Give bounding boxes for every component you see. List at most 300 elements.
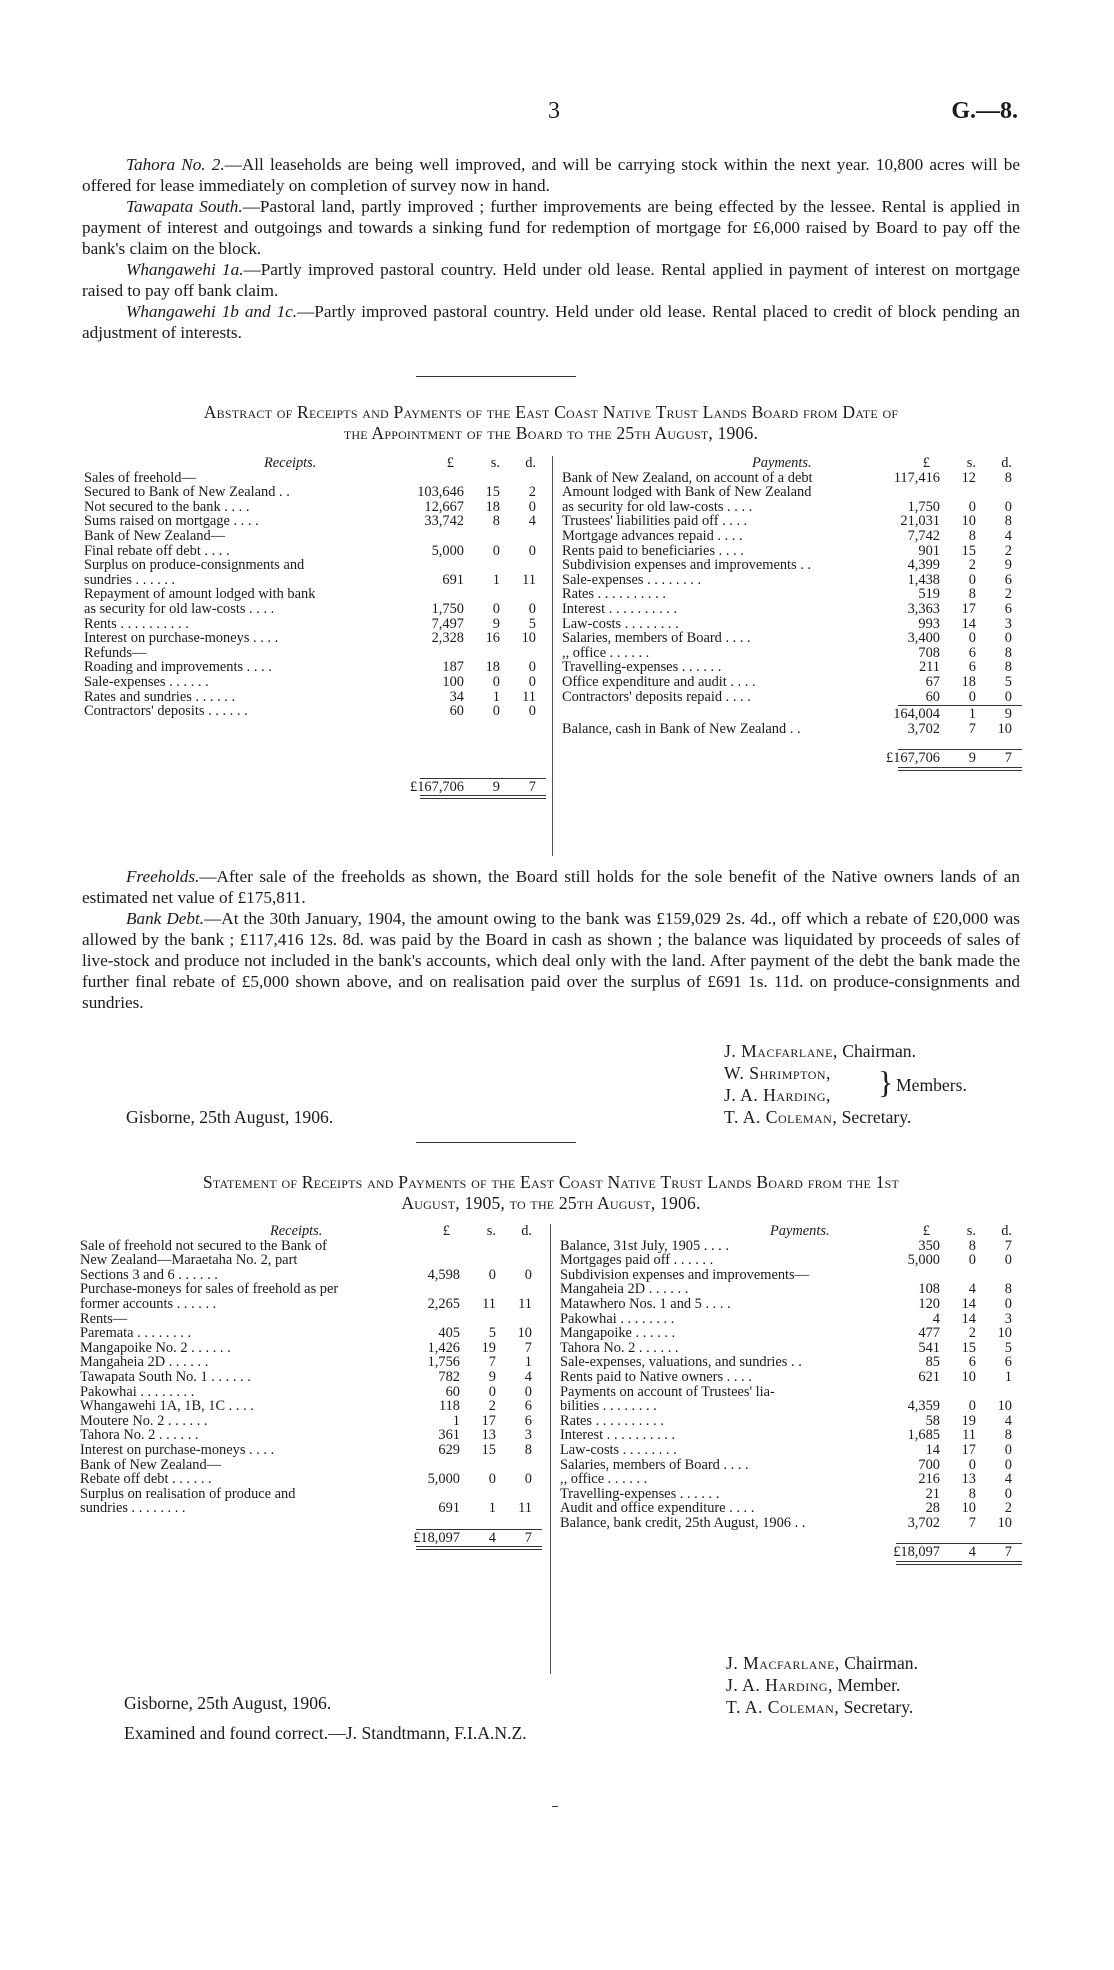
row-label: Rates . . . . . . . . . . <box>562 587 666 602</box>
amount-pounds: 216 <box>918 1471 940 1488</box>
row-label: former accounts . . . . . . <box>80 1296 217 1312</box>
row-label: Mangaheia 2D . . . . . . <box>560 1282 689 1297</box>
amount-pounds: 4 <box>932 1310 940 1327</box>
receipt-row <box>84 602 546 617</box>
receipt-row <box>80 1428 542 1443</box>
row-label: Sale-expenses . . . . . . <box>84 674 209 690</box>
amount-shillings: 18 <box>485 498 500 515</box>
amount-shillings: 2 <box>968 1325 976 1342</box>
amount-pounds: 58 <box>925 1412 940 1429</box>
rule-line <box>420 798 546 799</box>
row-label: Subdivision expenses and improvements— <box>560 1267 810 1283</box>
amount-shillings: 1 <box>968 706 976 723</box>
payment-row <box>560 1326 1022 1341</box>
section-divider <box>416 1142 576 1143</box>
payment-row <box>560 1355 1022 1370</box>
payments-subtotal-row <box>562 707 1022 722</box>
receipt-row <box>80 1268 542 1283</box>
amount-shillings: 0 <box>968 1398 976 1415</box>
amount-pounds: 21 <box>925 1485 940 1502</box>
receipt-row <box>80 1312 542 1327</box>
amount-pence: 0 <box>1004 1295 1012 1312</box>
amount-shillings: 0 <box>968 571 976 588</box>
amount-shillings: 1 <box>492 571 500 588</box>
shillings-heading: s. <box>966 1223 976 1239</box>
amount-shillings: 0 <box>968 1456 976 1473</box>
row-label: Not secured to the bank . . . . <box>84 499 250 515</box>
receipt-row <box>84 675 546 690</box>
amount-shillings: 0 <box>492 600 500 617</box>
amount-shillings: 7 <box>968 1514 976 1531</box>
row-label: Rates and sundries . . . . . . <box>84 689 236 705</box>
payment-row <box>562 573 1022 588</box>
amount-pounds: 60 <box>445 1383 460 1400</box>
row-label: Refunds— <box>84 645 147 661</box>
receipt-row <box>84 704 546 719</box>
amount-shillings: 15 <box>481 1441 496 1458</box>
section-divider <box>416 376 576 377</box>
amount-shillings: 0 <box>488 1471 496 1488</box>
row-label: Mangaheia 2D . . . . . . <box>80 1355 209 1370</box>
amount-pounds: £167,706 <box>410 778 464 795</box>
row-label: Balance, cash in Bank of New Zealand . . <box>562 721 801 737</box>
amount-pounds: 211 <box>918 659 940 676</box>
amount-pence: 7 <box>1004 1544 1012 1561</box>
amount-pounds: 14 <box>925 1441 940 1458</box>
amount-pence: 0 <box>1004 1485 1012 1502</box>
row-label: Contractors' deposits . . . . . . <box>84 704 248 719</box>
amount-shillings: 13 <box>481 1427 496 1444</box>
pence-heading: d. <box>1001 1223 1012 1239</box>
amount-shillings: 0 <box>488 1383 496 1400</box>
pounds-heading: £ <box>922 455 930 471</box>
row-label: Balance, bank credit, 25th August, 1906 . . <box>560 1515 806 1531</box>
amount-pence: 11 <box>518 1295 532 1312</box>
row-label: Rebate off debt . . . . . . <box>80 1472 212 1487</box>
amount-pence: 3 <box>1004 615 1012 632</box>
amount-pence: 0 <box>1004 1252 1012 1269</box>
amount-shillings: 1 <box>492 688 500 705</box>
row-label: Mangapoike . . . . . . <box>560 1326 676 1341</box>
amount-pence: 8 <box>1004 659 1012 676</box>
intro-paragraph: Whangawehi 1b and 1c.—Partly improved pastoral country. Held under old lease. Rental placed to credit of block pending an adjustment of interests. <box>82 302 1020 342</box>
amount-pounds: 21,031 <box>900 513 940 530</box>
amount-pounds: 2,265 <box>427 1295 460 1312</box>
payment-row <box>562 660 1022 675</box>
amount-shillings: 15 <box>485 484 500 501</box>
amount-shillings: 11 <box>962 1427 976 1444</box>
amount-shillings: 6 <box>968 659 976 676</box>
row-label: Bank of New Zealand— <box>80 1457 222 1473</box>
payments-total-row <box>562 751 1022 766</box>
receipt-row <box>84 471 546 486</box>
row-label: sundries . . . . . . <box>84 572 176 588</box>
amount-pence: 2 <box>1004 586 1012 603</box>
intro-paragraphs <box>82 154 1020 343</box>
amount-pounds: 187 <box>442 659 464 676</box>
amount-pence: 6 <box>524 1398 532 1415</box>
balance-row <box>562 722 1022 737</box>
intro-paragraph: Tahora No. 2.—All leaseholds are being well improved, and will be carrying stock within the next year. 10,800 acres will be offered for lease immediately on completion of survey now in hand. <box>82 155 1020 195</box>
receipt-row <box>84 500 546 515</box>
row-label: Rents— <box>80 1311 128 1327</box>
amount-shillings: 1 <box>488 1500 496 1517</box>
row-label: Payments on account of Trustees' lia- <box>560 1384 775 1400</box>
amount-shillings: 4 <box>968 1544 976 1561</box>
amount-pence: 2 <box>1004 542 1012 559</box>
row-label: Travelling-expenses . . . . . . <box>562 660 722 675</box>
amount-shillings: 0 <box>492 542 500 559</box>
payments-total-row <box>560 1545 1022 1560</box>
amount-pence: 4 <box>1004 527 1012 544</box>
rule-line <box>896 1564 1022 1565</box>
amount-pence: 11 <box>518 1500 532 1517</box>
row-label: Moutere No. 2 . . . . . . <box>80 1413 208 1429</box>
amount-shillings: 16 <box>485 630 500 647</box>
amount-pounds: 361 <box>438 1427 460 1444</box>
amount-shillings: 0 <box>968 1252 976 1269</box>
amount-pounds: 5,000 <box>431 542 464 559</box>
column-headings <box>560 1224 1022 1239</box>
payment-row <box>560 1341 1022 1356</box>
payment-row <box>560 1312 1022 1327</box>
amount-pence: 10 <box>997 720 1012 737</box>
amount-pounds: 7,742 <box>907 527 940 544</box>
payment-row <box>560 1399 1022 1414</box>
column-headings <box>80 1224 542 1239</box>
amount-shillings: 17 <box>961 600 976 617</box>
payment-row <box>560 1385 1022 1400</box>
amount-shillings: 5 <box>488 1325 496 1342</box>
amount-pounds: 5,000 <box>427 1471 460 1488</box>
column-heading: Receipts. <box>270 1224 323 1239</box>
amount-shillings: 18 <box>961 673 976 690</box>
amount-pence: 3 <box>524 1427 532 1444</box>
amount-pence: 8 <box>1004 1427 1012 1444</box>
amount-pence: 7 <box>524 1529 532 1546</box>
amount-pounds: 103,646 <box>417 484 464 501</box>
receipt-row <box>84 529 546 544</box>
spacer <box>80 1516 542 1528</box>
amount-shillings: 11 <box>482 1295 496 1312</box>
payment-row <box>562 529 1022 544</box>
payment-row <box>562 471 1022 486</box>
row-label: Surplus on realisation of produce and <box>80 1486 296 1502</box>
amount-shillings: 12 <box>961 469 976 486</box>
amount-pence: 10 <box>997 1325 1012 1342</box>
amount-pence: 10 <box>997 1514 1012 1531</box>
receipt-row <box>80 1282 542 1297</box>
abstract-payments-table <box>562 456 1022 772</box>
amount-shillings: 19 <box>481 1339 496 1356</box>
amount-shillings: 6 <box>968 644 976 661</box>
amount-pence: 7 <box>1004 750 1012 767</box>
amount-pounds: 1,750 <box>907 498 940 515</box>
row-label: Repayment of amount lodged with bank <box>84 587 316 602</box>
amount-shillings: 9 <box>968 750 976 767</box>
amount-shillings: 18 <box>485 659 500 676</box>
amount-shillings: 7 <box>968 720 976 737</box>
row-label: Mangapoike No. 2 . . . . . . <box>80 1340 231 1356</box>
end-mark <box>552 1806 558 1807</box>
amount-shillings: 7 <box>488 1354 496 1371</box>
amount-shillings: 8 <box>968 1237 976 1254</box>
amount-shillings: 2 <box>968 557 976 574</box>
amount-pence: 0 <box>524 1383 532 1400</box>
amount-shillings: 2 <box>488 1398 496 1415</box>
row-label: Mortgages paid off . . . . . . <box>560 1253 714 1268</box>
row-label: bilities . . . . . . . . <box>560 1399 657 1414</box>
amount-pence: 4 <box>1004 1412 1012 1429</box>
rule-line <box>416 1549 542 1550</box>
pence-heading: d. <box>1001 455 1012 471</box>
amount-shillings: 8 <box>968 527 976 544</box>
amount-pence: 0 <box>528 498 536 515</box>
amount-pounds: 3,702 <box>907 720 940 737</box>
amount-pence: 7 <box>528 778 536 795</box>
amount-shillings: 10 <box>961 1368 976 1385</box>
row-label: Rents . . . . . . . . . . <box>84 616 189 632</box>
amount-shillings: 0 <box>488 1266 496 1283</box>
amount-pounds: 4,598 <box>427 1266 460 1283</box>
amount-pence: 0 <box>1004 630 1012 647</box>
receipt-row <box>84 660 546 675</box>
row-label: Travelling-expenses . . . . . . <box>560 1486 720 1502</box>
row-label: Audit and office expenditure . . . . <box>560 1501 755 1516</box>
amount-shillings: 10 <box>961 513 976 530</box>
receipts-total-row <box>80 1531 542 1546</box>
amount-pounds: 621 <box>918 1368 940 1385</box>
amount-pounds: £18,097 <box>413 1529 460 1546</box>
rule-line <box>898 767 1022 768</box>
amount-pounds: 4,399 <box>907 557 940 574</box>
amount-pounds: 118 <box>438 1398 460 1415</box>
row-label: Whangawehi 1A, 1B, 1C . . . . <box>80 1399 254 1414</box>
pounds-heading: £ <box>442 1223 450 1239</box>
payment-row <box>562 514 1022 529</box>
pounds-heading: £ <box>922 1223 930 1239</box>
receipt-row <box>84 485 546 500</box>
amount-shillings: 4 <box>488 1529 496 1546</box>
rule-line <box>420 795 546 796</box>
pence-heading: d. <box>521 1223 532 1239</box>
sum-rule <box>562 766 1022 772</box>
shillings-heading: s. <box>490 455 500 471</box>
payment-row <box>560 1428 1022 1443</box>
sum-rule <box>80 1545 542 1551</box>
amount-pounds: 34 <box>449 688 464 705</box>
statement-receipts-table <box>80 1224 542 1551</box>
receipt-row <box>80 1385 542 1400</box>
statement-payments-table <box>560 1224 1022 1566</box>
receipt-row <box>80 1341 542 1356</box>
row-label: Balance, 31st July, 1905 . . . . <box>560 1238 729 1254</box>
receipt-row <box>84 631 546 646</box>
row-label: Office expenditure and audit . . . . <box>562 674 756 690</box>
row-label: Pakowhai . . . . . . . . <box>80 1384 195 1400</box>
row-label: Law-costs . . . . . . . . <box>562 616 679 632</box>
column-heading: Receipts. <box>264 456 317 471</box>
payment-row <box>562 631 1022 646</box>
row-label: Trustees' liabilities paid off . . . . <box>562 514 748 529</box>
row-label: Tahora No. 2 . . . . . . <box>80 1428 199 1443</box>
amount-pounds: 519 <box>918 586 940 603</box>
payment-row <box>560 1268 1022 1283</box>
receipt-row <box>84 573 546 588</box>
amount-shillings: 0 <box>492 703 500 720</box>
amount-pence: 1 <box>524 1354 532 1371</box>
amount-pounds: 901 <box>918 542 940 559</box>
amount-pounds: 85 <box>925 1354 940 1371</box>
statement-place-date: Gisborne, 25th August, 1906. <box>124 1693 332 1713</box>
amount-shillings: 9 <box>492 615 500 632</box>
amount-pence: 0 <box>528 673 536 690</box>
amount-pence: 0 <box>524 1266 532 1283</box>
row-label: Tawapata South No. 1 . . . . . . <box>80 1369 251 1385</box>
amount-shillings: 14 <box>961 1295 976 1312</box>
row-label: Rents paid to beneficiaries . . . . <box>562 543 744 559</box>
row-label: Sums raised on mortgage . . . . <box>84 514 259 529</box>
amount-pence: 0 <box>1004 688 1012 705</box>
payment-row <box>560 1239 1022 1254</box>
amount-pounds: 1,685 <box>907 1427 940 1444</box>
amount-pounds: 700 <box>918 1456 940 1473</box>
amount-pounds: 350 <box>918 1237 940 1254</box>
document-reference: G.—8. <box>951 98 1018 124</box>
payment-row <box>560 1501 1022 1516</box>
amount-shillings: 8 <box>492 513 500 530</box>
row-label: Salaries, members of Board . . . . <box>560 1457 749 1473</box>
row-label: New Zealand—Maraetaha No. 2, part <box>80 1253 298 1268</box>
receipt-row <box>80 1399 542 1414</box>
notes-paragraphs <box>82 866 1020 1013</box>
amount-shillings: 17 <box>481 1412 496 1429</box>
amount-pence: 5 <box>528 615 536 632</box>
amount-pence: 0 <box>1004 1456 1012 1473</box>
amount-shillings: 4 <box>968 1281 976 1298</box>
amount-pounds: 3,363 <box>907 600 940 617</box>
amount-shillings: 9 <box>488 1368 496 1385</box>
pounds-heading: £ <box>446 455 454 471</box>
payment-row <box>560 1414 1022 1429</box>
amount-pounds: 4,359 <box>907 1398 940 1415</box>
receipt-row <box>80 1458 542 1473</box>
payment-row <box>562 675 1022 690</box>
intro-paragraph: Tawapata South.—Pastoral land, partly improved ; further improvements are being effected by the lessee. Rental is applied in payment of interest and outgoings and towards a sinking fund for redemption of mortgage for £6,000 raised by Board to pay off the bank's claim on the block. <box>82 197 1020 258</box>
amount-pounds: £18,097 <box>893 1544 940 1561</box>
amount-pence: 6 <box>524 1412 532 1429</box>
amount-pence: 0 <box>528 703 536 720</box>
receipt-row <box>80 1355 542 1370</box>
members-brace: } <box>878 1064 894 1100</box>
amount-pence: 0 <box>1004 1441 1012 1458</box>
amount-shillings: 14 <box>961 615 976 632</box>
receipt-row <box>80 1370 542 1385</box>
abstract-signatures: J. Macfarlane, Chairman. W. Shrimpton, J. A. Harding, } Members. T. A. Coleman, Secretary. <box>724 1041 967 1127</box>
receipt-row <box>84 617 546 632</box>
rule-line <box>416 1546 542 1547</box>
amount-pounds: 33,742 <box>424 513 464 530</box>
row-label: ,, office . . . . . . <box>560 1472 648 1487</box>
receipt-row <box>80 1239 542 1254</box>
row-label: Sections 3 and 6 . . . . . . <box>80 1267 218 1283</box>
amount-pounds: 1,426 <box>427 1339 460 1356</box>
amount-pence: 4 <box>524 1368 532 1385</box>
payment-row <box>562 617 1022 632</box>
row-label: as security for old law-costs . . . . <box>84 601 275 617</box>
receipts-total-row <box>84 780 546 795</box>
payment-row <box>562 485 1022 500</box>
row-label: Interest . . . . . . . . . . <box>560 1428 676 1443</box>
row-label: Roading and improvements . . . . <box>84 660 272 675</box>
amount-pounds: 1,438 <box>907 571 940 588</box>
amount-pounds: 100 <box>442 673 464 690</box>
payment-row <box>560 1297 1022 1312</box>
receipt-row <box>84 514 546 529</box>
amount-pence: 9 <box>1004 557 1012 574</box>
column-headings <box>562 456 1022 471</box>
receipt-row <box>84 646 546 661</box>
amount-pounds: 12,667 <box>424 498 464 515</box>
amount-pounds: 60 <box>449 703 464 720</box>
amount-pence: 0 <box>1004 498 1012 515</box>
payment-row <box>562 690 1022 705</box>
column-heading: Payments. <box>770 1224 830 1239</box>
row-label: Rents paid to Native owners . . . . <box>560 1369 752 1385</box>
receipt-row <box>80 1472 542 1487</box>
amount-pounds: 3,702 <box>907 1514 940 1531</box>
amount-shillings: 8 <box>968 1485 976 1502</box>
amount-pounds: 993 <box>918 615 940 632</box>
amount-pence: 0 <box>528 600 536 617</box>
amount-pounds: 67 <box>925 673 940 690</box>
amount-pence: 7 <box>1004 1237 1012 1254</box>
amount-pounds: 691 <box>442 571 464 588</box>
amount-shillings: 9 <box>492 778 500 795</box>
statement-signatures: J. Macfarlane, Chairman. J. A. Harding, Member. T. A. Coleman, Secretary. <box>726 1653 918 1717</box>
amount-pence: 2 <box>1004 1500 1012 1517</box>
amount-pence: 4 <box>528 513 536 530</box>
sum-rule <box>560 1560 1022 1566</box>
receipt-row <box>80 1326 542 1341</box>
note-paragraph: Freeholds.—After sale of the freeholds as shown, the Board still holds for the sole benefit of the Native owners lands of an estimated net value of £175,811. <box>82 867 1020 907</box>
row-label: Law-costs . . . . . . . . <box>560 1442 677 1458</box>
payment-row <box>560 1370 1022 1385</box>
amount-shillings: 6 <box>968 1354 976 1371</box>
amount-pounds: 5,000 <box>907 1252 940 1269</box>
amount-pounds: 477 <box>918 1325 940 1342</box>
payment-row <box>560 1458 1022 1473</box>
row-label: Sale-expenses . . . . . . . . <box>562 572 702 588</box>
amount-shillings: 0 <box>968 498 976 515</box>
row-label: Salaries, members of Board . . . . <box>562 631 751 646</box>
rule-line <box>898 770 1022 771</box>
receipt-row <box>80 1297 542 1312</box>
amount-pounds: 108 <box>918 1281 940 1298</box>
row-label: Secured to Bank of New Zealand . . <box>84 485 290 500</box>
amount-pence: 0 <box>528 659 536 676</box>
row-label: Tahora No. 2 . . . . . . <box>560 1340 679 1356</box>
receipt-row <box>80 1501 542 1516</box>
payment-row <box>562 646 1022 661</box>
column-heading: Payments. <box>752 456 812 471</box>
amount-pence: 11 <box>522 688 536 705</box>
amount-pounds: 60 <box>925 688 940 705</box>
examined-line: Examined and found correct.—J. Standtmann, F.I.A.N.Z. <box>124 1723 527 1743</box>
row-label: Interest on purchase-moneys . . . . <box>84 631 279 646</box>
amount-pence: 6 <box>1004 600 1012 617</box>
amount-pounds: 117,416 <box>893 469 940 486</box>
